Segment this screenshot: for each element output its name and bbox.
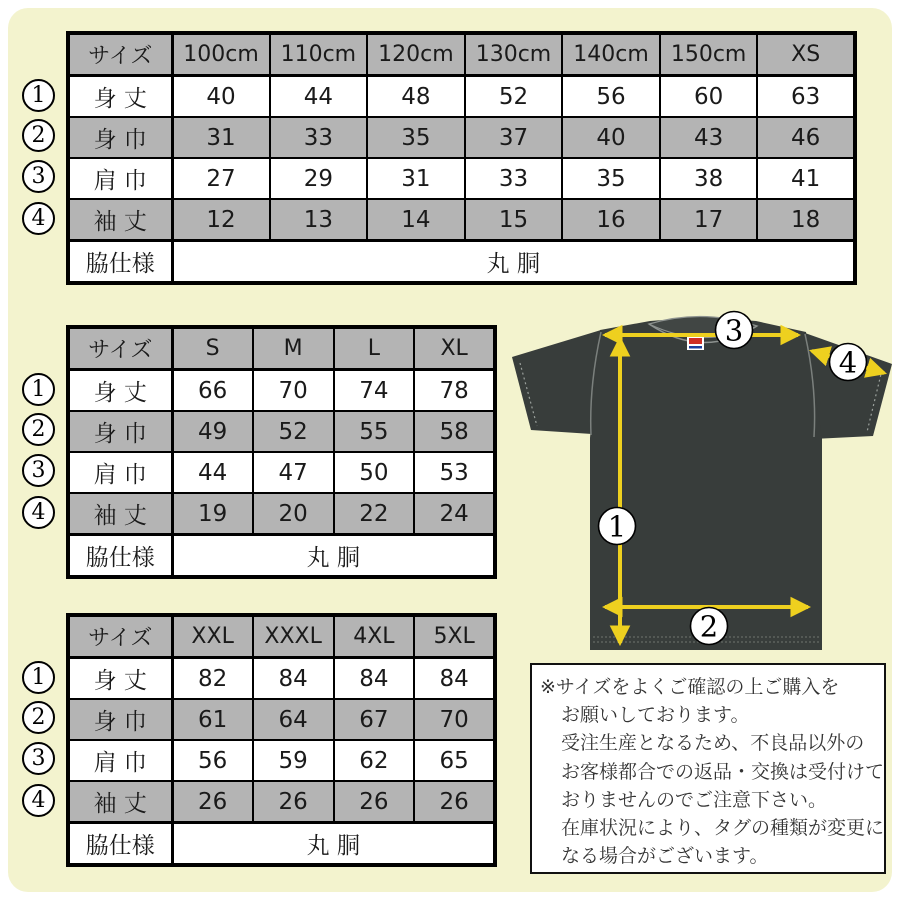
- value-cell: 12: [172, 199, 270, 241]
- note-line: お願いしております。: [561, 704, 750, 727]
- row-number-badge: 4: [22, 784, 55, 817]
- size-table: [66, 613, 497, 867]
- row-label-cell: 身 巾: [68, 699, 172, 740]
- header-cell: 140cm: [562, 33, 660, 76]
- row-number-badge: 2: [22, 413, 55, 446]
- value-cell: 84: [253, 658, 334, 700]
- value-cell: 50: [334, 452, 415, 493]
- header-cell: サイズ: [68, 615, 172, 658]
- row-number-badge: 3: [22, 160, 55, 193]
- value-cell: 22: [334, 493, 415, 535]
- row-number-badge: 3: [22, 454, 55, 487]
- value-cell: 41: [757, 158, 855, 199]
- row-label-cell: 身 巾: [68, 117, 172, 158]
- size-table-adult: [31, 325, 497, 579]
- value-cell: 19: [172, 493, 253, 535]
- value-cell: 53: [414, 452, 495, 493]
- value-cell: 43: [660, 117, 758, 158]
- marker-1: [599, 508, 636, 545]
- svg-text:3: 3: [724, 313, 744, 348]
- header-cell: サイズ: [68, 327, 172, 370]
- row-number-badge: 1: [22, 373, 55, 406]
- header-cell: XXXL: [253, 615, 334, 658]
- row-label-cell: 袖 丈: [68, 781, 172, 823]
- value-cell: 74: [334, 370, 415, 412]
- note-line: なる場合がございます。: [561, 845, 769, 868]
- value-cell: 60: [660, 76, 758, 118]
- row-number-badge: 2: [22, 119, 55, 152]
- row-number-badge: 3: [22, 742, 55, 775]
- header-cell: 150cm: [660, 33, 758, 76]
- value-cell: 26: [172, 781, 253, 823]
- row-number-badge: 1: [22, 79, 55, 112]
- value-cell: 63: [757, 76, 855, 118]
- value-cell: 67: [334, 699, 415, 740]
- value-cell: 17: [660, 199, 758, 241]
- value-cell: 44: [270, 76, 368, 118]
- value-cell: 27: [172, 158, 270, 199]
- header-cell: 100cm: [172, 33, 270, 76]
- row-label-cell: 身 丈: [68, 370, 172, 412]
- size-table-kids: [31, 31, 857, 285]
- footer-label-cell: 脇仕様: [68, 535, 172, 578]
- tshirt-measurement-diagram: [500, 306, 900, 662]
- value-cell: 47: [253, 452, 334, 493]
- row-label-cell: 肩 巾: [68, 740, 172, 781]
- marker-4: [830, 344, 867, 381]
- value-cell: 78: [414, 370, 495, 412]
- note-line: 受注生産となるため、不良品以外の: [561, 732, 865, 755]
- value-cell: 64: [253, 699, 334, 740]
- note-line: ※サイズをよくご確認の上ご購入を: [540, 676, 840, 698]
- value-cell: 70: [414, 699, 495, 740]
- row-number-badge: 1: [22, 661, 55, 694]
- value-cell: 84: [414, 658, 495, 700]
- value-cell: 48: [367, 76, 465, 118]
- row-label-cell: 袖 丈: [68, 199, 172, 241]
- svg-text:1: 1: [607, 509, 627, 544]
- size-table-big: [31, 613, 497, 867]
- value-cell: 66: [172, 370, 253, 412]
- svg-text:4: 4: [838, 345, 858, 380]
- value-cell: 37: [465, 117, 563, 158]
- header-cell: 120cm: [367, 33, 465, 76]
- value-cell: 52: [253, 411, 334, 452]
- value-cell: 35: [562, 158, 660, 199]
- header-cell: XS: [757, 33, 855, 76]
- value-cell: 56: [562, 76, 660, 118]
- value-cell: 40: [562, 117, 660, 158]
- row-label-cell: 身 丈: [68, 658, 172, 700]
- value-cell: 61: [172, 699, 253, 740]
- footer-label-cell: 脇仕様: [68, 241, 172, 284]
- value-cell: 58: [414, 411, 495, 452]
- size-table: [66, 31, 857, 285]
- value-cell: 20: [253, 493, 334, 535]
- row-number-badge: 4: [22, 496, 55, 529]
- value-cell: 65: [414, 740, 495, 781]
- collar-brand-tag: [687, 336, 704, 350]
- value-cell: 82: [172, 658, 253, 700]
- footer-merged-cell: 丸 胴: [172, 535, 495, 578]
- footer-merged-cell: 丸 胴: [172, 823, 495, 866]
- header-cell: 5XL: [414, 615, 495, 658]
- row-label-cell: 肩 巾: [68, 452, 172, 493]
- svg-text:2: 2: [699, 609, 719, 644]
- header-cell: M: [253, 327, 334, 370]
- row-label-cell: 身 丈: [68, 76, 172, 118]
- value-cell: 29: [270, 158, 368, 199]
- value-cell: 18: [757, 199, 855, 241]
- marker-3: [716, 312, 753, 349]
- row-label-cell: 肩 巾: [68, 158, 172, 199]
- value-cell: 44: [172, 452, 253, 493]
- footer-merged-cell: 丸 胴: [172, 241, 855, 284]
- value-cell: 40: [172, 76, 270, 118]
- value-cell: 16: [562, 199, 660, 241]
- value-cell: 31: [367, 158, 465, 199]
- value-cell: 38: [660, 158, 758, 199]
- value-cell: 26: [253, 781, 334, 823]
- value-cell: 24: [414, 493, 495, 535]
- note-line: 在庫状況により、タグの種類が変更に: [561, 817, 885, 840]
- value-cell: 14: [367, 199, 465, 241]
- value-cell: 26: [334, 781, 415, 823]
- row-number-badge: 4: [22, 202, 55, 235]
- value-cell: 59: [253, 740, 334, 781]
- value-cell: 56: [172, 740, 253, 781]
- header-cell: S: [172, 327, 253, 370]
- value-cell: 15: [465, 199, 563, 241]
- value-cell: 84: [334, 658, 415, 700]
- header-cell: XXL: [172, 615, 253, 658]
- header-cell: 130cm: [465, 33, 563, 76]
- value-cell: 62: [334, 740, 415, 781]
- marker-2: [691, 608, 728, 645]
- value-cell: 33: [465, 158, 563, 199]
- note-line: おりませんのでご注意下さい。: [561, 788, 828, 811]
- value-cell: 52: [465, 76, 563, 118]
- header-cell: 110cm: [270, 33, 368, 76]
- value-cell: 70: [253, 370, 334, 412]
- footer-label-cell: 脇仕様: [68, 823, 172, 866]
- purchase-note: [530, 663, 886, 874]
- value-cell: 13: [270, 199, 368, 241]
- value-cell: 49: [172, 411, 253, 452]
- header-cell: XL: [414, 327, 495, 370]
- header-cell: サイズ: [68, 33, 172, 76]
- row-label-cell: 身 巾: [68, 411, 172, 452]
- header-cell: 4XL: [334, 615, 415, 658]
- size-table: [66, 325, 497, 579]
- value-cell: 35: [367, 117, 465, 158]
- note-line: お客様都合での返品・交換は受付けて: [561, 760, 885, 783]
- value-cell: 55: [334, 411, 415, 452]
- header-cell: L: [334, 327, 415, 370]
- value-cell: 46: [757, 117, 855, 158]
- value-cell: 26: [414, 781, 495, 823]
- value-cell: 33: [270, 117, 368, 158]
- row-label-cell: 袖 丈: [68, 493, 172, 535]
- value-cell: 31: [172, 117, 270, 158]
- row-number-badge: 2: [22, 701, 55, 734]
